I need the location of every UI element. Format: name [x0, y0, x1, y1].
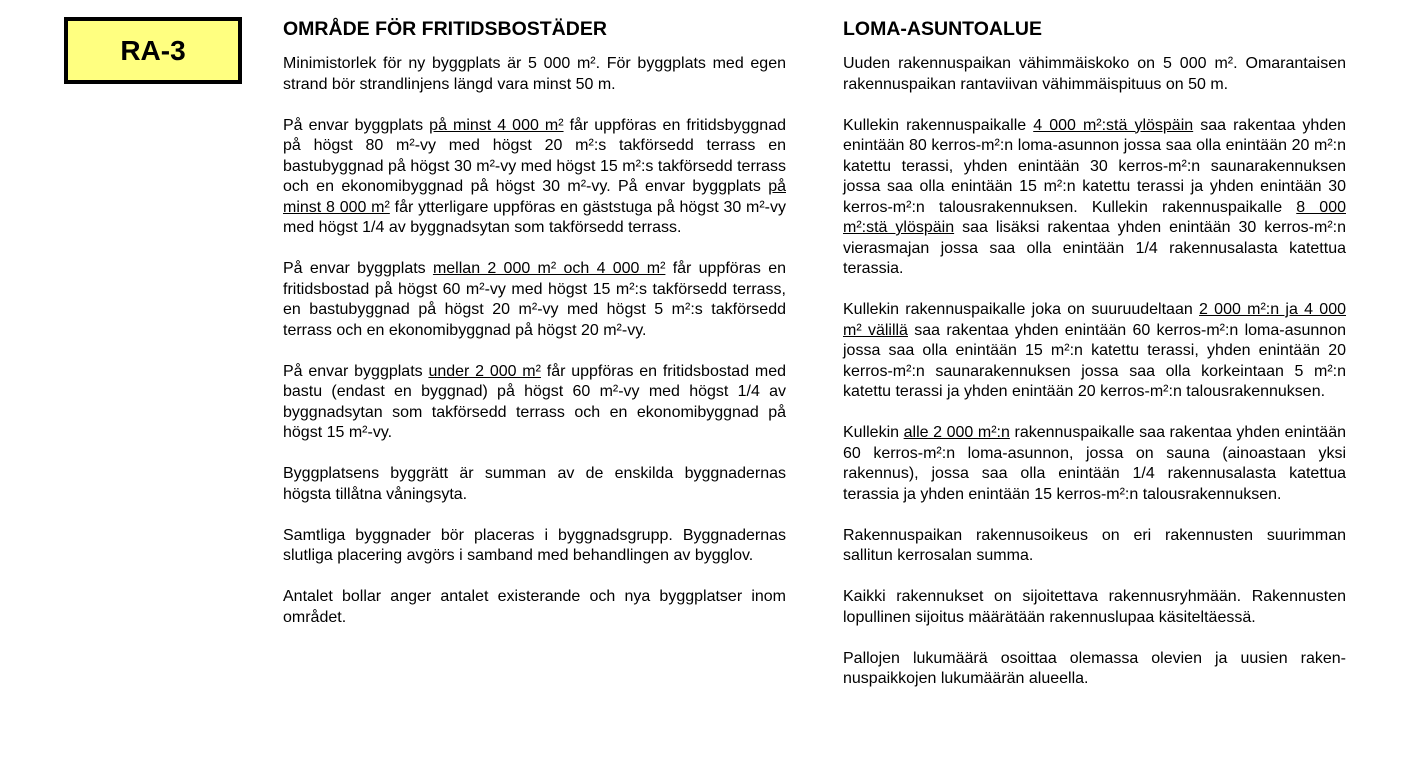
text-run: Rakennuspaikan rakennusoikeus on eri rakennusten suurimman sallitun kerrosalan summa. [843, 526, 1346, 564]
text-run: rakennuspaikalle saa rakentaa yhden enintään 60 kerros-m²:n loma-asunnon, jossa on sauna (ainoastaan yksi rakennus), jossa saa olla enintään 1/4 rakennusalasta katettua terassia ja yhden enintään 15 kerros-m²:n talousrakennuksen. [843, 424, 1346, 503]
text-run: Byggplatsens byggrätt är summan av de enskilda byggnadernas högsta tillåtna våningsyta. [283, 465, 786, 503]
swedish-paragraph [283, 54, 786, 95]
text-run: På envar byggplats [283, 362, 429, 380]
text-run: Antalet bollar anger antalet existerande och nya byggplatser inom området. [283, 588, 786, 626]
underlined-text: 2 000 m²:n ja 4 000 m² välillä [843, 301, 1346, 339]
text-run: saa rakentaa yhden enintään 80 kerros-m²:n loma-asunnon jossa saa olla enintään 20 m²:n katettu terassi, yhden enintään 30 kerros-m²:n saunarakennuksen jossa saa olla enintään 15 m²:n katettu terassi ja yhden enintään 30 kerros-m²:n talousrakennuksen. Kullekin rakennuspaikalle [843, 116, 1347, 216]
text-run: Samtliga byggnader bör placeras i byggnadsgrupp. Byggnadernas slutliga placering avgörs i samband med behandlingen av bygglov. [283, 526, 786, 564]
zone-code-label: RA-3 [120, 34, 186, 66]
finnish-heading: LOMA-ASUNTOALUE [843, 18, 1042, 40]
swedish-paragraph [283, 464, 786, 505]
swedish-column [283, 17, 786, 649]
finnish-paragraph [843, 587, 1346, 628]
text-run: får uppföras en fritidsbostad på högst 60 m²-vy med högst 15 m²:s takförsedd terrass, en bastubyggnad på högst 20 m²-vy med högst 5 m²:s takförsedd terrass och en ekonomibyggnad på högst 20 m²-vy. [283, 260, 787, 339]
text-run: får ytterligare uppföras en gäststuga på högst 30 m²-vy med högst 1/4 av byggnadsytan som takförsedd terrass. [283, 198, 787, 236]
text-run: Uuden rakennuspaikan vähimmäiskoko on 5 000 m². Omarantaisen rakennuspaikan rantaviivan vähimmäispituus on 50 m. [843, 55, 1346, 93]
text-run: får uppföras en fritidsbyggnad på högst 80 m²-vy med högst 20 m²:s takförsedd terrass en bastubyggnad på högst 30 m²-vy med högst 15 m²:s takförsedd terrass och en ekonomibyggnad på högst 30 m²-vy. På envar byggplats [283, 116, 786, 195]
swedish-paragraph [283, 116, 786, 239]
finnish-paragraph [843, 116, 1346, 280]
finnish-paragraph [843, 54, 1346, 95]
swedish-paragraph [283, 259, 786, 341]
swedish-paragraphs [283, 54, 786, 628]
zone-code-badge [64, 17, 242, 84]
swedish-heading: OMRÅDE FÖR FRITIDSBOSTÄDER [283, 18, 607, 40]
text-run: Kullekin rakennuspaikalle joka on suuruudeltaan [843, 301, 1200, 318]
text-run: På envar byggplats [283, 116, 430, 134]
finnish-paragraph [843, 300, 1346, 403]
swedish-paragraph [283, 526, 786, 567]
underlined-text: mellan 2 000 m² och 4 000 m² [432, 260, 666, 277]
underlined-text: 4 000 m²:stä ylöspäin [1033, 116, 1194, 134]
text-run: Minimistorlek för ny byggplats är 5 000 m². För byggplats med egen strand bör strandlinjens längd vara minst 50 m. [283, 55, 786, 93]
text-run: Kullekin [843, 424, 904, 441]
text-run: saa lisäksi rakentaa yhden enintään 30 kerros-m²:n vierasmajan jossa saa olla enintään 1/4 rakennusalasta katettua terassia. [843, 219, 1346, 277]
underlined-text: 8 000 m²:stä ylöspäin [843, 198, 1346, 236]
finnish-paragraph [843, 423, 1346, 505]
text-run: Pallojen lukumäärä osoittaa olemassa olevien ja uusien rakennuspaikkojen lukumäärän alueella. [843, 649, 1346, 687]
text-run: får uppföras en fritidsbostad med bastu (endast en byggnad) på högst 60 m²-vy med högst 1/4 av byggnadsytan som takförsedd terrass och en ekonomibyggnad på högst 15 m²-vy. [283, 362, 787, 441]
text-run: saa rakentaa yhden enintään 60 kerros-m²:n loma-asunnon jossa saa olla enintään 15 m²:n katettu terassi, yhden enintään 20 kerros-m²:n saunarakennuksen jossa saa olla korkeintaan 5 m²:n katettu terassi ja yhden enintään 20 kerros-m²:n talousrakennuksen. [843, 321, 1347, 400]
underlined-text: på minst 4 000 m² [429, 116, 564, 134]
finnish-paragraph [843, 649, 1346, 690]
underlined-text: på minst 8 000 m² [283, 178, 786, 216]
text-run: Kullekin rakennuspaikalle [843, 116, 1034, 134]
underlined-text: under 2 000 m² [428, 362, 541, 380]
underlined-text: alle 2 000 m²:n [903, 424, 1010, 441]
finnish-paragraphs [843, 54, 1346, 690]
text-run: På envar byggplats [283, 260, 433, 277]
text-run: Kaikki rakennukset on sijoitettava rakennusryhmään. Rakennusten lopullinen sijoitus määrätään rakennuslupaa käsiteltäessä. [843, 588, 1346, 626]
finnish-column [843, 17, 1346, 710]
swedish-paragraph [283, 362, 786, 444]
finnish-paragraph [843, 526, 1346, 567]
swedish-paragraph [283, 587, 786, 628]
